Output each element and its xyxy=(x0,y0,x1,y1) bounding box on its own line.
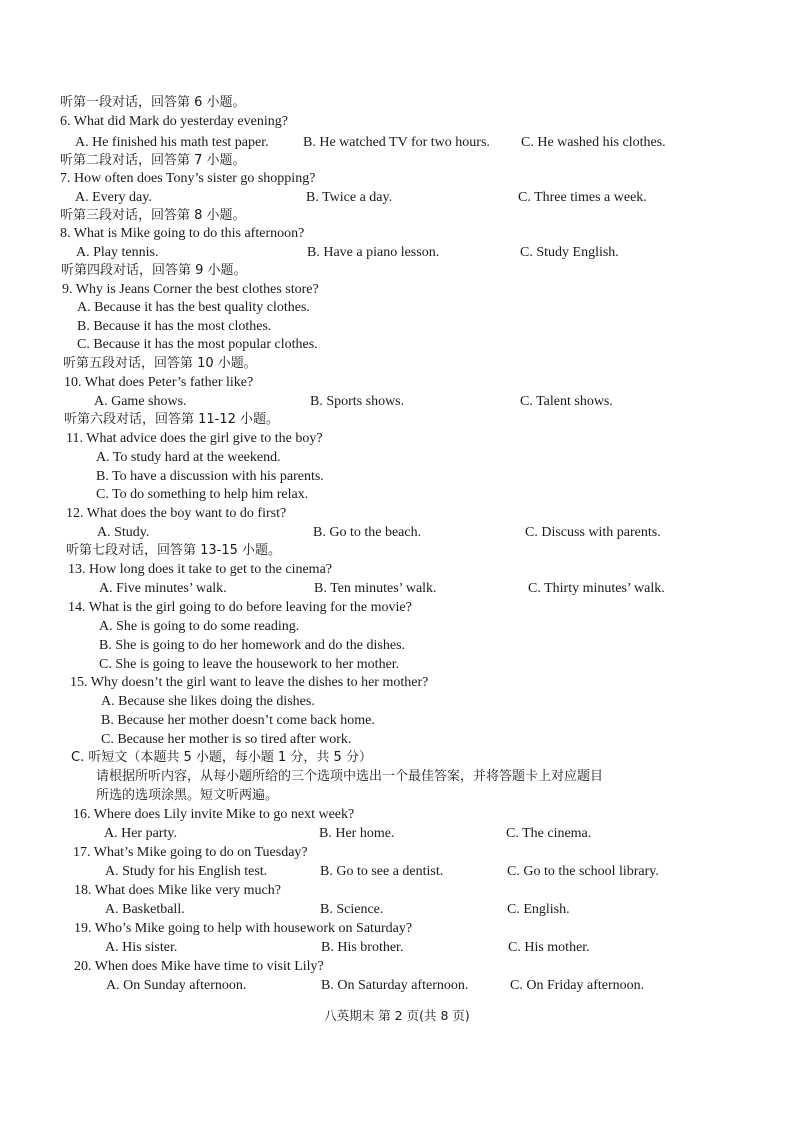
question-18: 18. What does Mike like very much? xyxy=(74,883,281,898)
question-10-options xyxy=(0,392,794,411)
question-20: 20. When does Mike have time to visit Lily? xyxy=(74,959,324,974)
option-a: A. Study. xyxy=(97,525,150,540)
question-13-options xyxy=(0,579,794,598)
question-9-option-a: A. Because it has the best quality clothes. xyxy=(77,300,310,315)
question-11-option-b: B. To have a discussion with his parents. xyxy=(96,469,324,484)
option-c: C. English. xyxy=(507,902,570,917)
question-16-options xyxy=(0,824,794,843)
option-c: C. Talent shows. xyxy=(520,394,613,409)
section-heading-3: 听第三段对话，回答第 8 小题。 xyxy=(60,208,246,223)
question-7: 7. How often does Tony’s sister go shopping? xyxy=(60,171,316,186)
question-6: 6. What did Mark do yesterday evening? xyxy=(60,114,288,129)
question-14-option-a: A. She is going to do some reading. xyxy=(99,619,300,634)
question-12-options xyxy=(0,523,794,542)
option-a: A. Game shows. xyxy=(94,394,187,409)
question-9-option-c: C. Because it has the most popular clothes. xyxy=(77,337,318,352)
page-footer: 八英期末 第 2 页(共 8 页) xyxy=(324,1008,470,1023)
question-11-option-c: C. To do something to help him relax. xyxy=(96,487,309,502)
option-b: B. He watched TV for two hours. xyxy=(303,135,490,150)
option-b: B. Ten minutes’ walk. xyxy=(314,581,437,596)
question-15-option-a: A. Because she likes doing the dishes. xyxy=(101,694,315,709)
option-a: A. He finished his math test paper. xyxy=(75,135,269,150)
part-c-instructions-2: 所选的选项涂黑。短文听两遍。 xyxy=(96,788,279,803)
question-15-option-b: B. Because her mother doesn’t come back home. xyxy=(101,713,375,728)
option-c: C. He washed his clothes. xyxy=(521,135,666,150)
question-8: 8. What is Mike going to do this afternoon? xyxy=(60,226,305,241)
section-heading-1: 听第一段对话，回答第 6 小题。 xyxy=(60,95,246,110)
question-12: 12. What does the boy want to do first? xyxy=(66,506,287,521)
question-15: 15. Why doesn’t the girl want to leave the dishes to her mother? xyxy=(70,675,429,690)
section-heading-2: 听第二段对话，回答第 7 小题。 xyxy=(60,153,246,168)
question-9-option-b: B. Because it has the most clothes. xyxy=(77,319,272,334)
option-c: C. Go to the school library. xyxy=(507,864,659,879)
option-c: C. On Friday afternoon. xyxy=(510,978,645,993)
option-b: B. Her home. xyxy=(319,826,395,841)
option-b: B. Go to the beach. xyxy=(313,525,422,540)
option-a: A. Study for his English test. xyxy=(105,864,268,879)
question-19: 19. Who’s Mike going to help with housework on Saturday? xyxy=(74,921,413,936)
question-7-options xyxy=(0,188,794,207)
question-15-option-c: C. Because her mother is so tired after work. xyxy=(101,732,352,747)
option-a: A. Every day. xyxy=(75,190,152,205)
option-b: B. Have a piano lesson. xyxy=(307,245,440,260)
option-b: B. Twice a day. xyxy=(306,190,393,205)
question-18-options xyxy=(0,900,794,919)
option-b: B. Sports shows. xyxy=(310,394,405,409)
option-c: C. His mother. xyxy=(508,940,590,955)
question-6-options xyxy=(0,133,794,152)
option-a: A. On Sunday afternoon. xyxy=(106,978,247,993)
option-c: C. The cinema. xyxy=(506,826,592,841)
option-c: C. Three times a week. xyxy=(518,190,647,205)
option-b: B. His brother. xyxy=(321,940,404,955)
question-19-options xyxy=(0,938,794,957)
question-17: 17. What’s Mike going to do on Tuesday? xyxy=(73,845,308,860)
option-a: A. Basketball. xyxy=(105,902,185,917)
option-c: C. Thirty minutes’ walk. xyxy=(528,581,665,596)
part-c-heading: C. 听短文（本题共 5 小题，每小题 1 分，共 5 分） xyxy=(71,750,372,765)
option-b: B. Go to see a dentist. xyxy=(320,864,444,879)
question-14: 14. What is the girl going to do before leaving for the movie? xyxy=(68,600,412,615)
option-a: A. His sister. xyxy=(105,940,178,955)
section-heading-6: 听第六段对话，回答第 11-12 小题。 xyxy=(64,412,280,427)
section-heading-4: 听第四段对话，回答第 9 小题。 xyxy=(61,263,247,278)
question-17-options xyxy=(0,862,794,881)
question-11-option-a: A. To study hard at the weekend. xyxy=(96,450,281,465)
section-heading-5: 听第五段对话，回答第 10 小题。 xyxy=(63,356,257,371)
option-c: C. Study English. xyxy=(520,245,619,260)
question-13: 13. How long does it take to get to the cinema? xyxy=(68,562,332,577)
question-14-option-b: B. She is going to do her homework and do the dishes. xyxy=(99,638,406,653)
question-11: 11. What advice does the girl give to the boy? xyxy=(66,431,323,446)
part-c-instructions-1: 请根据所听内容，从每小题所给的三个选项中选出一个最佳答案，并将答题卡上对应题目 xyxy=(96,769,604,784)
question-9: 9. Why is Jeans Corner the best clothes store? xyxy=(62,282,319,297)
option-c: C. Discuss with parents. xyxy=(525,525,661,540)
question-14-option-c: C. She is going to leave the housework to her mother. xyxy=(99,657,400,672)
option-a: A. Five minutes’ walk. xyxy=(99,581,227,596)
option-b: B. Science. xyxy=(320,902,384,917)
option-a: A. Play tennis. xyxy=(76,245,159,260)
option-b: B. On Saturday afternoon. xyxy=(321,978,469,993)
question-10: 10. What does Peter’s father like? xyxy=(64,375,254,390)
option-a: A. Her party. xyxy=(104,826,177,841)
question-16: 16. Where does Lily invite Mike to go next week? xyxy=(73,807,355,822)
question-20-options xyxy=(0,976,794,995)
section-heading-7: 听第七段对话，回答第 13-15 小题。 xyxy=(66,543,282,558)
question-8-options xyxy=(0,243,794,262)
